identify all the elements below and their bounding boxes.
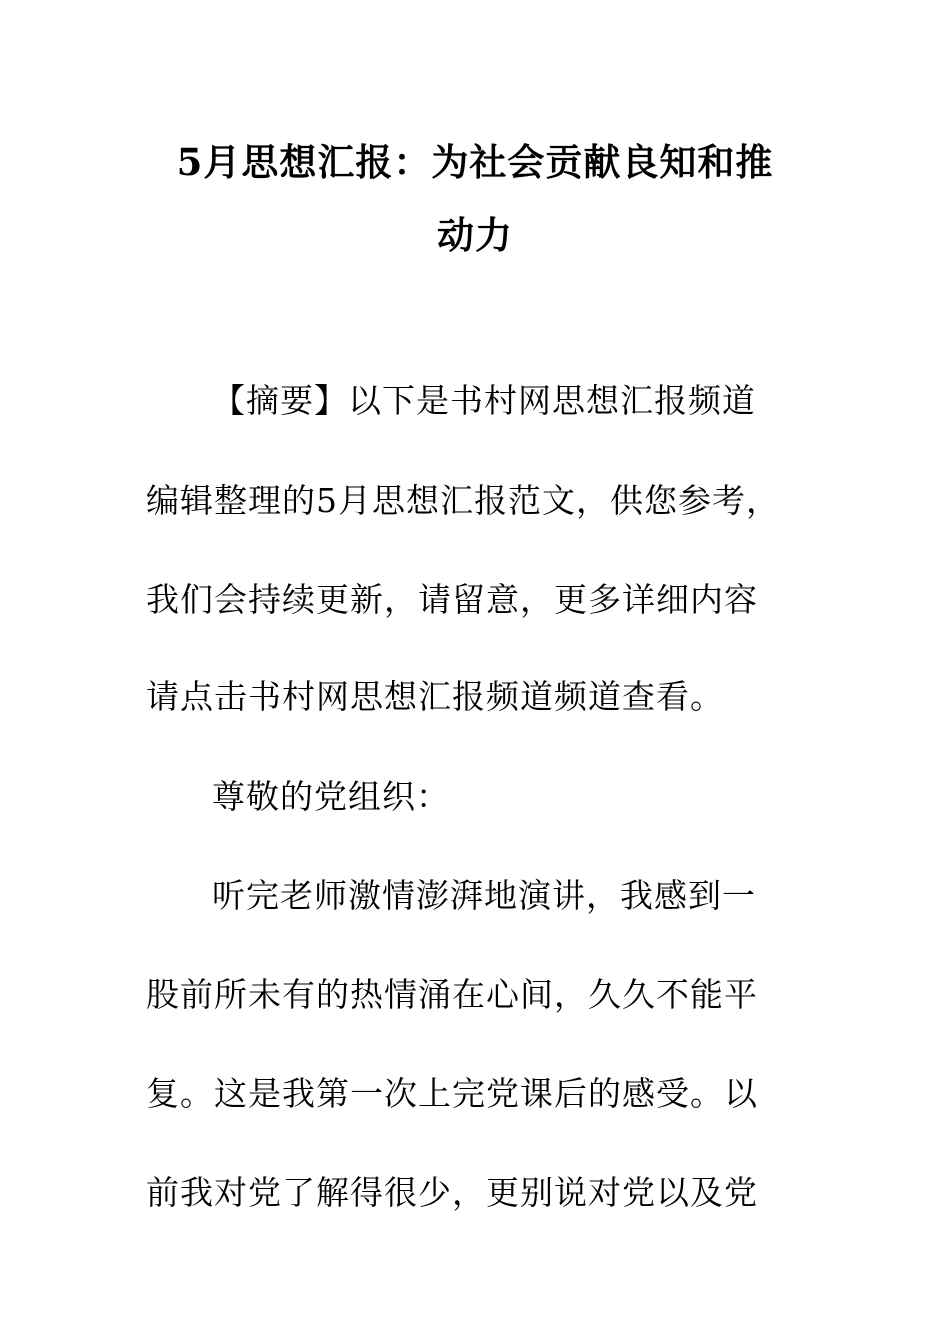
document-title-line-1: 5月思想汇报：为社会贡献良知和推 [176,140,774,184]
abstract-line-4: 请点击书村网思想汇报频道频道查看。 [146,677,724,716]
abstract-line-3: 我们会持续更新，请留意，更多详细内容 [146,580,758,619]
salutation: 尊敬的党组织： [212,777,450,816]
body-line-4: 前我对党了解得很少，更别说对党以及党 [146,1173,758,1212]
body-line-1: 听完老师激情澎湃地演讲，我感到一 [212,876,756,915]
document-title-line-2: 动力 [437,213,513,257]
body-line-2: 股前所未有的热情涌在心间，久久不能平 [146,975,758,1014]
body-line-3: 复。这是我第一次上完党课后的感受。以 [146,1074,758,1113]
abstract-line-1: 【摘要】以下是书村网思想汇报频道 [212,381,756,420]
abstract-line-2: 编辑整理的5月思想汇报范文，供您参考， [146,481,780,520]
